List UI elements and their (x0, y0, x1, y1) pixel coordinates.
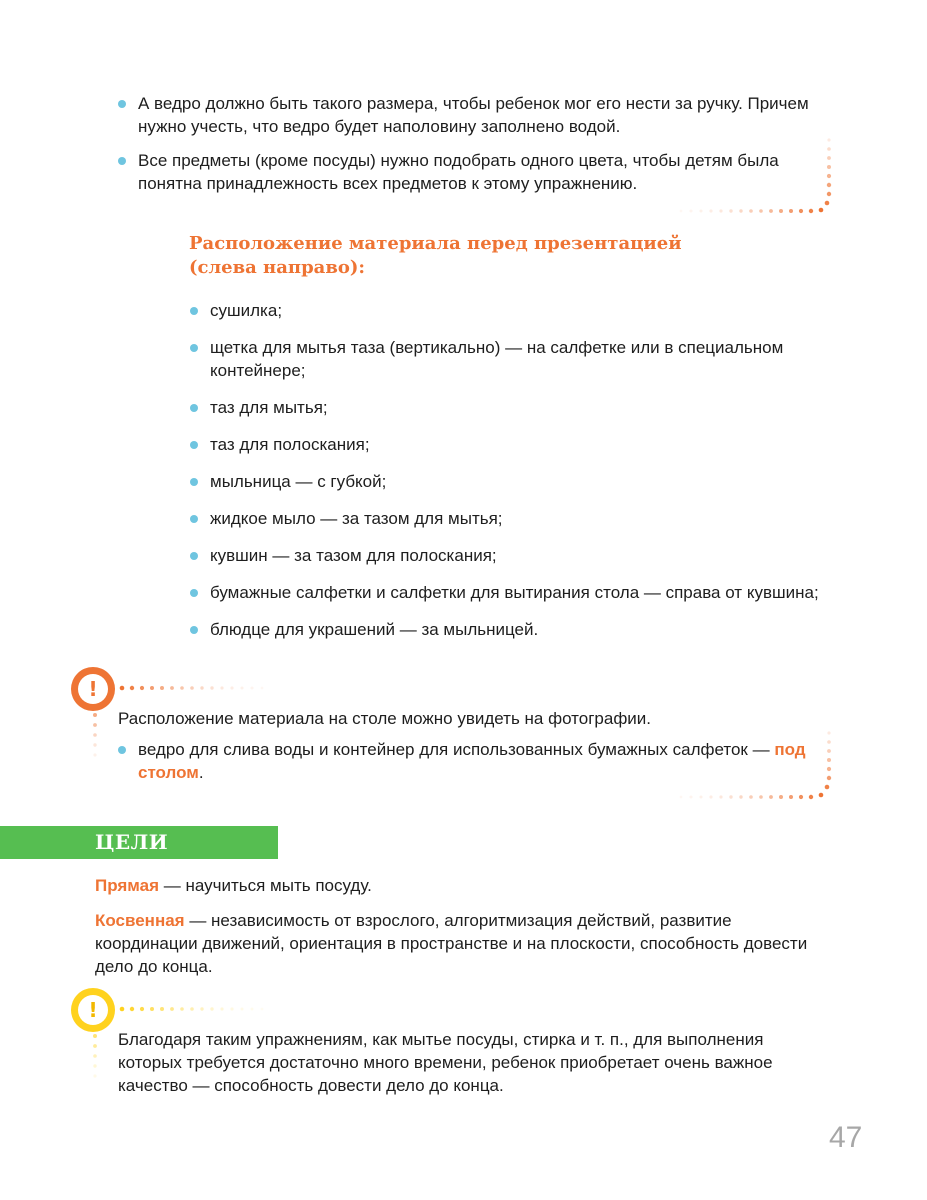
list-item: бумажные салфетки и салфетки для вытирания стола — справа от кувшина; (190, 581, 840, 604)
note-text: Расположение материала на столе можно увидеть на фотографии. (118, 709, 652, 728)
list-item: блюдце для украшений — за мыльницей. (190, 618, 840, 641)
list-item: мыльница — с губкой; (190, 470, 840, 493)
page-number: 47 (829, 1121, 863, 1154)
list-item: таз для полоскания; (190, 433, 840, 456)
goal-indirect-label: Косвенная (95, 911, 185, 930)
placement-list (190, 299, 840, 655)
exclamation-glyph: ! (78, 674, 108, 704)
list-item-text: ведро для слива воды и контейнер для использованных бумажных салфеток — (138, 740, 775, 759)
list-item: таз для мытья; (190, 396, 840, 419)
dotted-frame-horizontal (680, 208, 824, 214)
dotted-frame-top (585, 130, 835, 220)
heading-line: (слева направо): (189, 257, 365, 278)
goal-direct (95, 874, 835, 897)
goals-title: ЦЕЛИ (95, 830, 169, 854)
goal-indirect (95, 909, 835, 978)
goal-indirect-text: — независимость от взрослого, алгоритмизация действий, развитие координации движений, ориентация в пространстве и на плоскости, способность довести дело до конца. (95, 911, 808, 976)
goal-direct-label: Прямая (95, 876, 160, 895)
accent-text: под столом (138, 740, 806, 782)
list-item-end: . (198, 763, 204, 782)
dotted-frame-note1 (585, 725, 835, 810)
list-item: А ведро должно быть такого размера, чтобы ребенок мог его нести за ручку. Причем нужно учесть, что ведро будет наполовину заполнено водой. (118, 92, 818, 138)
list-item: Все предметы (кроме посуды) нужно подобрать одного цвета, чтобы детям была понятна принадлежность всех предметов к этому упражнению. (118, 149, 818, 195)
section-heading (189, 232, 809, 280)
note-text: Благодаря таким упражнениям, как мытье посуды, стирка и т. п., для выполнения которых требуется достаточно много времени, ребенок приобретает очень важное качество — способность довести дело до конца. (118, 1030, 773, 1095)
list-item: жидкое мыло — за тазом для мытья; (190, 507, 840, 530)
list-item: кувшин — за тазом для полоскания; (190, 544, 840, 567)
exclamation-glyph: ! (78, 995, 108, 1025)
list-item: щетка для мытья таза (вертикально) — на салфетке или в специальном контейнере; (190, 336, 840, 382)
heading-line: Расположение материала перед презентацией (189, 233, 682, 254)
list-item: сушилка; (190, 299, 840, 322)
dotted-frame-vertical (825, 138, 832, 205)
goal-direct-text: — научиться мыть посуду. (159, 876, 372, 895)
